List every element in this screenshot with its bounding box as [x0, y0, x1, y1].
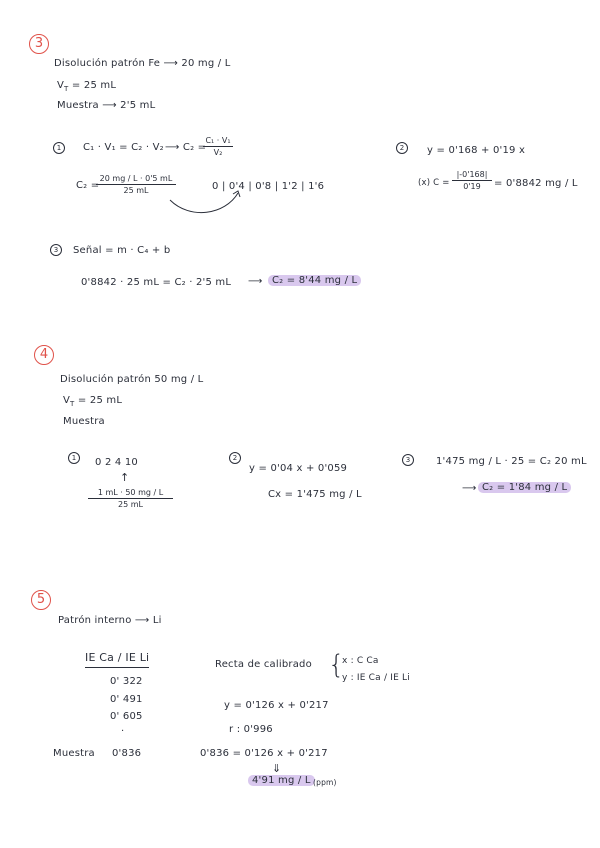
eq1-denominator: V₂ [213, 148, 223, 157]
section-4-title: Disolución patrón 50 mg / L [60, 374, 204, 385]
section-4-result: C₂ = 1'84 mg / L [478, 482, 571, 493]
section-3-series: 0 | 0'4 | 0'8 | 1'2 | 1'6 [212, 181, 325, 192]
s4-numerator: 1 mL · 50 mg / L [97, 488, 164, 497]
section-5-unit: (ppm) [313, 778, 337, 787]
section-4-step-1: 1 [68, 452, 80, 464]
section-3-eq3: Señal = m · C₄ + b [73, 245, 171, 256]
section-4-cx: Cx = 1'475 mg / L [268, 489, 362, 500]
section-3-eq1: C₁ · V₁ = C₂ · V₂ [83, 142, 164, 153]
section-3-step-3: 3 [50, 244, 62, 256]
section-4-series: 0 2 4 10 [95, 457, 138, 468]
section-4-step-3: 3 [402, 454, 414, 466]
section-5-recta-label: Recta de calibrado [215, 659, 312, 670]
section-4-muestra: Muestra [63, 416, 105, 427]
vt-symbol: V [63, 395, 71, 406]
vt-symbol: V [57, 80, 65, 91]
section-5-recta-y: y : IE Ca / IE Li [342, 673, 410, 683]
section-5-number: 5 [31, 590, 51, 610]
section-3-step-1: 1 [53, 142, 65, 154]
section-5-recta-x: x : C Ca [342, 656, 379, 666]
section-4-eq3: 1'475 mg / L · 25 = C₂ 20 mL [436, 456, 587, 467]
section-5-header: IE Ca / IE Li [85, 651, 149, 668]
vt-value: = 25 mL [77, 395, 123, 406]
section-3-eq1-arrow: ⟶ C₂ = [165, 142, 207, 153]
s4-denominator: 25 mL [118, 500, 143, 509]
vt-subscript: T [64, 85, 69, 93]
section-5-value-1: 0' 322 [110, 676, 143, 687]
section-5-value-3: 0' 605 [110, 711, 143, 722]
vt-subscript: T [70, 400, 75, 408]
section-4-step-2: 2 [229, 452, 241, 464]
section-3-eq2b-result: = 0'8842 mg / L [494, 178, 578, 189]
section-3-result: C₂ = 8'44 mg / L [268, 275, 361, 286]
c2-denominator: 25 mL [123, 186, 149, 195]
up-arrow-icon: ↑ [120, 471, 130, 484]
eq1-numerator: C₁ · V₁ [205, 136, 231, 145]
section-3-title: Disolución patrón Fe ⟶ 20 mg / L [54, 58, 231, 69]
section-3-result-arrow: ⟶ [248, 276, 263, 287]
section-4-result-arrow: ⟶ [462, 483, 477, 494]
section-3-eq3b: 0'8842 · 25 mL = C₂ · 2'5 mL [81, 277, 232, 288]
section-5-result: 4'91 mg / L [248, 775, 315, 786]
section-5-title: Patrón interno ⟶ Li [58, 615, 162, 626]
c2-numerator: 20 mg / L · 0'5 mL [99, 174, 173, 183]
eq2b-denominator: 0'19 [463, 182, 481, 191]
section-3-muestra: Muestra ⟶ 2'5 mL [57, 100, 156, 111]
section-3-eq2b-label: (x) C = [418, 178, 450, 188]
section-5-value-2: 0' 491 [110, 694, 143, 705]
section-3-number: 3 [29, 34, 49, 54]
section-5-eq2: 0'836 = 0'126 x + 0'217 [200, 748, 328, 759]
section-5-muestra-value: 0'836 [112, 748, 142, 759]
section-3-eq2: y = 0'168 + 0'19 x [427, 145, 526, 156]
section-3-step-2: 2 [396, 142, 408, 154]
section-5-value-4: · [121, 726, 125, 737]
section-3-c2-label: C₂ = [76, 180, 100, 191]
vt-value: = 25 mL [71, 80, 117, 91]
section-4-eq2: y = 0'04 x + 0'059 [249, 463, 348, 474]
section-5-eq1: y = 0'126 x + 0'217 [224, 700, 329, 711]
section-4-number: 4 [34, 345, 54, 365]
section-5-r: r : 0'996 [229, 724, 273, 735]
eq2b-numerator: |-0'168| [456, 170, 488, 179]
brace-icon: { [328, 650, 345, 680]
down-arrow-icon: ⇓ [272, 762, 282, 775]
section-5-muestra: Muestra [53, 748, 95, 759]
